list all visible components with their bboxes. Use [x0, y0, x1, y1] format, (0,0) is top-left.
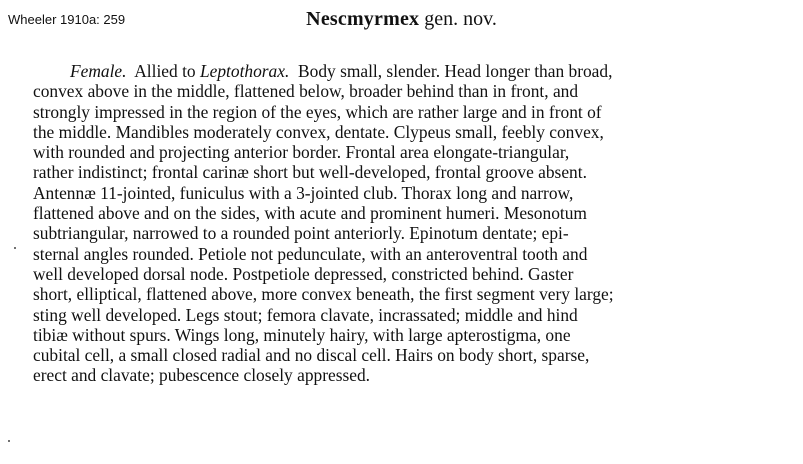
citation: Wheeler 1910a: 259: [8, 12, 126, 27]
text-line: cubital cell, a small closed radial and no discal cell. Hairs on body short, sparse,: [33, 345, 590, 366]
text-line: Antennæ 11-jointed, funiculus with a 3-jointed club. Thorax long and narrow,: [33, 182, 574, 203]
text-line: convex above in the middle, flattened below, broader behind than in front, and: [33, 81, 579, 102]
text-line: well developed dorsal node. Postpetiole depressed, constricted behind. Gaster: [33, 263, 574, 284]
scan-speck: [14, 247, 16, 249]
sex-label: Female.: [70, 61, 127, 81]
text-line: rather indistinct; frontal carinæ short but well-developed, frontal groove absent.: [33, 162, 587, 183]
text-line: short, elliptical, flattened above, more convex beneath, the first segment very large;: [33, 284, 614, 305]
text-line: flattened above and on the sides, with acute and prominent humeri. Mesonotum: [33, 203, 587, 224]
allied-genus: Leptothorax.: [199, 61, 290, 81]
text-line: sternal angles rounded. Petiole not pedunculate, with an anteroventral tooth and: [33, 243, 588, 264]
genus-name: Nescmyrmex: [306, 8, 420, 30]
page-title: [0, 8, 803, 31]
text-line: subtriangular, narrowed to a rounded point anteriorly. Epinotum dentate; epi-: [33, 223, 569, 244]
allied-prefix: Allied to: [134, 61, 196, 81]
text-line: strongly impressed in the region of the eyes, which are rather large and in front of: [33, 101, 602, 122]
text-line: with rounded and projecting anterior border. Frontal area elongate-triangular,: [33, 142, 570, 163]
text-line: sting well developed. Legs stout; femora clavate, incrassated; middle and hind: [33, 304, 578, 325]
text-line: [33, 61, 793, 81]
text-line: erect and clavate; pubescence closely appressed.: [33, 365, 371, 386]
genus-designation: gen. nov.: [424, 8, 497, 30]
scan-speck: [8, 440, 10, 442]
text-line: tibiæ without spurs. Wings long, minutely hairy, with large apterostigma, one: [33, 324, 571, 345]
text-line: the middle. Mandibles moderately convex, dentate. Clypeus small, feebly convex,: [33, 121, 604, 142]
description-paragraph: [33, 61, 793, 386]
line-1-rest: Body small, slender. Head longer than broad,: [298, 61, 613, 81]
